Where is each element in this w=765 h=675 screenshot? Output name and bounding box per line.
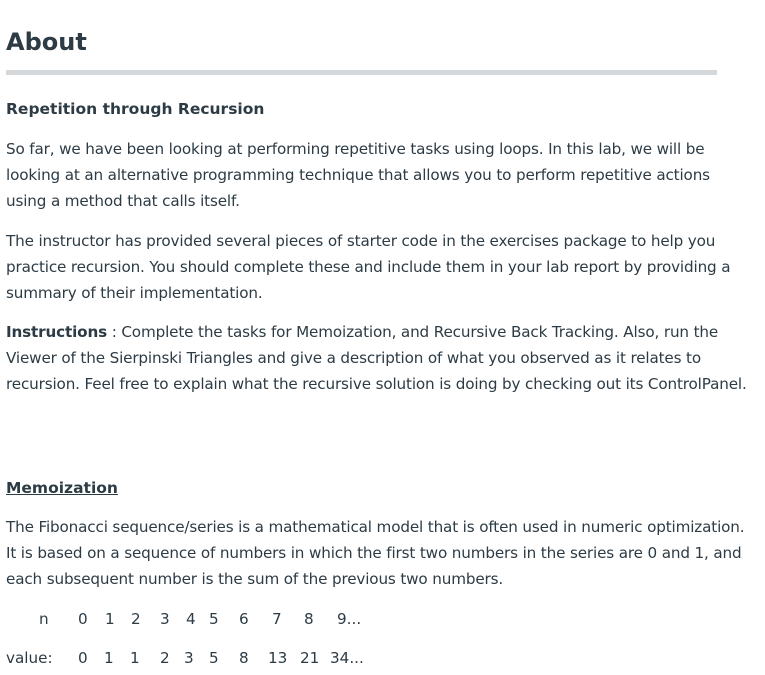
n-value: 9... — [337, 610, 362, 628]
n-value: 8 — [304, 610, 314, 628]
fib-value: 34... — [330, 649, 364, 667]
fib-value: 1 — [130, 649, 140, 667]
section-heading-recursion: Repetition through Recursion — [6, 100, 265, 118]
intro-paragraph-1: So far, we have been looking at performing repetitive tasks using loops. In this lab, we will be looking at an alternative programming technique that allows you to perform repetitive actions using a method that calls itself. — [6, 140, 710, 210]
section-heading-memoization: Memoization — [6, 479, 118, 497]
value-label: value: — [6, 649, 53, 667]
fib-value: 0 — [78, 649, 88, 667]
n-value: 3 — [160, 610, 170, 628]
fib-value: 5 — [209, 649, 219, 667]
n-value: 2 — [131, 610, 141, 628]
n-value: 7 — [272, 610, 282, 628]
n-value: 4 — [186, 610, 196, 628]
page-title: About — [6, 28, 87, 56]
instructions-paragraph — [6, 319, 754, 397]
n-label: n — [39, 610, 49, 628]
fib-value: 13 — [268, 649, 288, 667]
instructions-label: Instructions — [6, 323, 108, 341]
title-divider — [6, 70, 717, 75]
n-value: 6 — [239, 610, 249, 628]
fib-value: 3 — [184, 649, 194, 667]
n-value: 1 — [105, 610, 115, 628]
fib-value: 21 — [300, 649, 320, 667]
instructions-text: : Complete the tasks for Memoization, and Recursive Back Tracking. Also, run the Viewer of the Sierpinski Triangles and give a description of what you observed as it relates to recursion. Feel free to explain what the recursive solution is doing by checking out its ControlPanel. — [6, 323, 747, 393]
fib-value: 2 — [160, 649, 170, 667]
fib-value: 8 — [239, 649, 249, 667]
memoization-paragraph: The Fibonacci sequence/series is a mathematical model that is often used in numeric optimization. It is based on a sequence of numbers in which the first two numbers in the series are 0 and 1, and each subsequent number is the sum of the previous two numbers. — [6, 518, 745, 588]
intro-paragraph-2: The instructor has provided several pieces of starter code in the exercises package to help you practice recursion. You should complete these and include them in your lab report by providing a summary of their implementation. — [6, 232, 731, 302]
fib-value: 1 — [104, 649, 114, 667]
n-value: 0 — [78, 610, 88, 628]
n-value: 5 — [209, 610, 219, 628]
